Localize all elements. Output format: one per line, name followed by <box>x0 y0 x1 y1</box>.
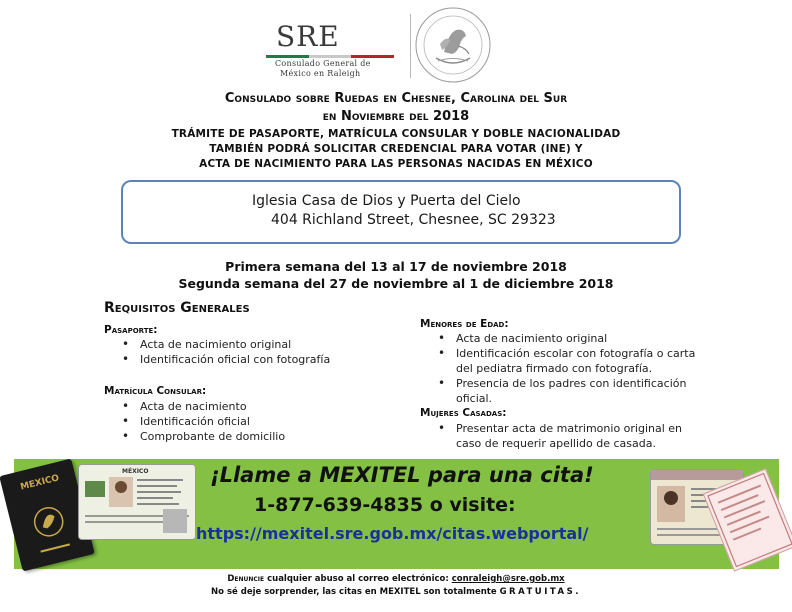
date-second-week: Segunda semana del 27 de noviembre al 1 de diciembre 2018 <box>178 276 614 291</box>
banner-call-to-action: ¡Llame a MEXITEL para una cita! <box>210 463 594 487</box>
list-item: • Presencia de los padres con identificación oficial. <box>436 376 708 406</box>
menores-list <box>436 331 708 406</box>
pasaporte-list <box>120 337 380 367</box>
mujeres-list <box>436 421 708 451</box>
mujeres-heading: Mujeres Casadas: <box>420 407 507 419</box>
logo-divider <box>410 14 411 78</box>
services-line-ine: TAMBIÉN PODRÁ SOLICITAR CREDENCIAL PARA VOTAR (INE) Y <box>209 143 583 155</box>
requirements-heading: Requisitos Generales <box>104 300 250 316</box>
list-item: • Comprobante de domicilio <box>120 429 380 444</box>
footer-free-text: No sé deje sorprender, las citas en MEXITEL son totalmente <box>211 587 500 597</box>
footer-denuncie: Denuncie <box>227 574 265 584</box>
footer-abuse-text: cualquier abuso al correo electrónico: <box>264 574 452 584</box>
sre-logo-stripe <box>266 55 394 58</box>
menores-heading: Menores de Edad: <box>420 318 509 330</box>
page-subtitle-date: en Noviembre del 2018 <box>322 109 470 124</box>
services-line: TRÁMITE DE PASAPORTE, MATRÍCULA CONSULAR Y DOBLE NACIONALIDAD <box>171 128 621 140</box>
passport-label: MEXICO <box>19 473 61 493</box>
mexican-seal-icon <box>414 6 492 84</box>
date-first-week: Primera semana del 13 al 17 de noviembre 2018 <box>225 259 567 274</box>
matricula-heading: Matrícula Consular: <box>104 385 207 397</box>
list-item: • Identificación escolar con fotografía o carta del pediatra firmado con fotografía. <box>436 346 708 376</box>
sre-logo-text: SRE <box>276 20 340 53</box>
matricula-card-title: MÉXICO <box>122 468 149 475</box>
mexitel-url-link[interactable]: https://mexitel.sre.gob.mx/citas.webportal/ <box>196 524 589 543</box>
consulate-name-line1: Consulado General de <box>275 59 371 68</box>
page-title: Consulado sobre Ruedas en Chesnee, Carolina del Sur <box>224 91 568 106</box>
consulate-email-link[interactable]: conraleigh@sre.gob.mx <box>451 574 565 584</box>
list-item: • Identificación oficial con fotografía <box>120 352 380 367</box>
footer-gratuitas: GRATUITAS. <box>499 587 581 597</box>
footer-free-line <box>0 587 792 597</box>
venue-address: 404 Richland Street, Chesnee, SC 29323 <box>271 212 556 228</box>
list-item: • Acta de nacimiento original <box>436 331 708 346</box>
list-item: • Presentar acta de matrimonio original en caso de requerir apellido de casada. <box>436 421 708 451</box>
banner-phone: 1-877-639-4835 o visite: <box>254 494 516 516</box>
services-line-acta: ACTA DE NACIMIENTO PARA LAS PERSONAS NACIDAS EN MÉXICO <box>199 158 593 170</box>
list-item: • Acta de nacimiento <box>120 399 380 414</box>
consulate-name-line2: México en Raleigh <box>280 69 361 78</box>
list-item: • Identificación oficial <box>120 414 380 429</box>
pasaporte-heading: Pasaporte: <box>104 324 158 336</box>
venue-name: Iglesia Casa de Dios y Puerta del Cielo <box>252 193 521 209</box>
footer-abuse-line <box>0 574 792 584</box>
matricula-list <box>120 399 380 444</box>
header <box>0 0 792 90</box>
matricula-card-image <box>78 464 196 540</box>
list-item: • Acta de nacimiento original <box>120 337 380 352</box>
